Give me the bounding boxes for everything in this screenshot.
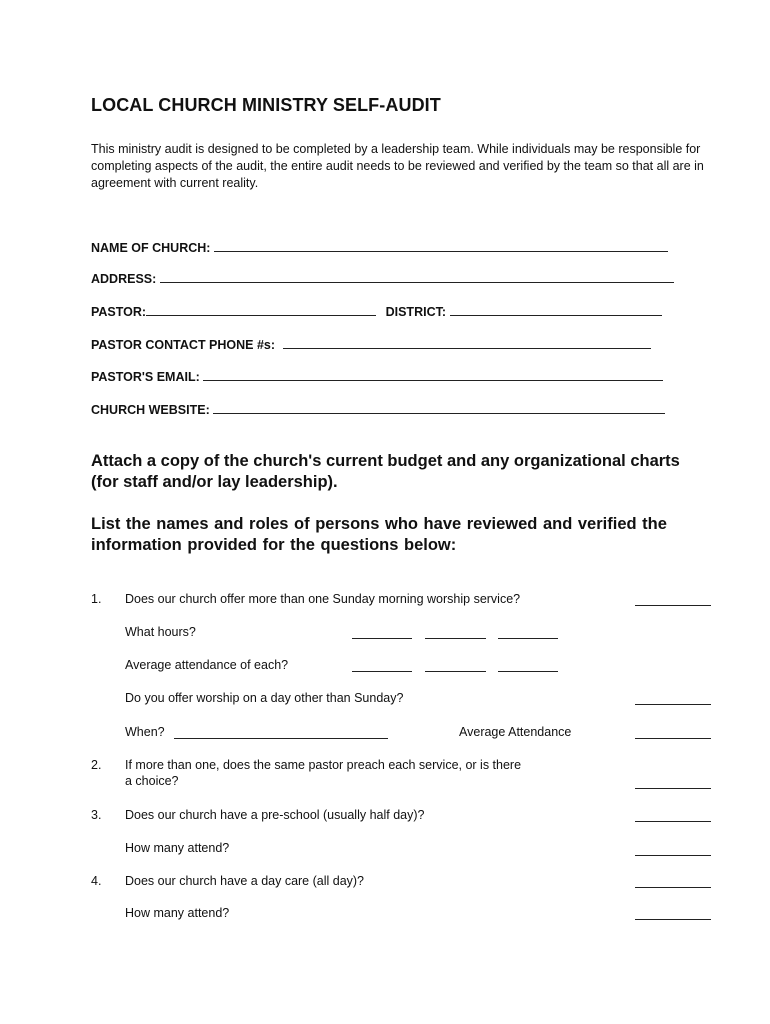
attendance-field-1[interactable] xyxy=(352,671,412,672)
hours-field-1[interactable] xyxy=(352,638,412,639)
hours-field-2[interactable] xyxy=(425,638,486,639)
average-attendance-field[interactable] xyxy=(635,738,711,739)
question-1-answer-field[interactable] xyxy=(635,605,711,606)
question-3-text: Does our church have a pre-school (usually half day)? xyxy=(125,808,425,822)
pastor-label: PASTOR: xyxy=(91,305,147,319)
when-field[interactable] xyxy=(174,738,388,739)
other-day-answer-field[interactable] xyxy=(635,704,711,705)
question-2-text-line1: If more than one, does the same pastor preach each service, or is there xyxy=(125,758,522,772)
name-of-church-field[interactable] xyxy=(214,240,668,252)
question-4-answer-field[interactable] xyxy=(635,887,711,888)
pastor-phone-row xyxy=(91,337,651,352)
pastor-field[interactable] xyxy=(146,304,376,316)
attendance-field-2[interactable] xyxy=(425,671,486,672)
hours-label: What hours? xyxy=(125,625,196,639)
name-of-church-row xyxy=(91,240,668,255)
address-field[interactable] xyxy=(160,271,674,283)
daycare-attend-field[interactable] xyxy=(635,919,711,920)
question-number: 4. xyxy=(91,874,102,888)
when-label: When? xyxy=(125,725,165,739)
attendance-field-3[interactable] xyxy=(498,671,558,672)
question-2-text-line2: a choice? xyxy=(125,774,179,788)
name-of-church-label: NAME OF CHURCH: xyxy=(91,241,211,255)
pastor-email-field[interactable] xyxy=(203,369,663,381)
question-2-answer-field[interactable] xyxy=(635,788,711,789)
question-1-text: Does our church offer more than one Sunday morning worship service? xyxy=(125,592,521,606)
pastor-phone-label: PASTOR CONTACT PHONE #s: xyxy=(91,338,276,352)
attendance-each-label: Average attendance of each? xyxy=(125,658,289,672)
pastor-phone-field[interactable] xyxy=(283,337,651,349)
preschool-attend-label: How many attend? xyxy=(125,841,230,855)
district-field[interactable] xyxy=(450,304,662,316)
page-title: LOCAL CHURCH MINISTRY SELF-AUDIT xyxy=(91,95,441,115)
question-3-answer-field[interactable] xyxy=(635,821,711,822)
pastor-email-label: PASTOR'S EMAIL: xyxy=(91,370,200,384)
church-website-row xyxy=(91,402,665,417)
hours-field-3[interactable] xyxy=(498,638,558,639)
address-row xyxy=(91,271,674,286)
question-number: 2. xyxy=(91,758,102,772)
other-day-question: Do you offer worship on a day other than Sunday? xyxy=(125,691,404,705)
address-label: ADDRESS: xyxy=(91,272,157,286)
question-number: 3. xyxy=(91,808,102,822)
preschool-attend-field[interactable] xyxy=(635,855,711,856)
intro-paragraph: This ministry audit is designed to be completed by a leadership team. While individuals may be responsible for completing aspects of the audit, the entire audit needs to be reviewed and verified by the team so that all are in agreement with current reality. xyxy=(91,142,704,190)
attach-instruction: Attach a copy of the church's current budget and any organizational charts (for staff and/or lay leadership). xyxy=(91,452,680,491)
question-4-text: Does our church have a day care (all day)? xyxy=(125,874,365,888)
daycare-attend-label: How many attend? xyxy=(125,906,230,920)
average-attendance-label: Average Attendance xyxy=(459,725,572,739)
list-names-instruction: List the names and roles of persons who have reviewed and verified the information provided for the questions below: xyxy=(91,515,667,554)
question-number: 1. xyxy=(91,592,102,606)
church-website-label: CHURCH WEBSITE: xyxy=(91,403,210,417)
district-label: DISTRICT: xyxy=(385,305,447,319)
pastor-email-row xyxy=(91,369,663,384)
pastor-row xyxy=(91,304,662,319)
church-website-field[interactable] xyxy=(213,402,665,414)
